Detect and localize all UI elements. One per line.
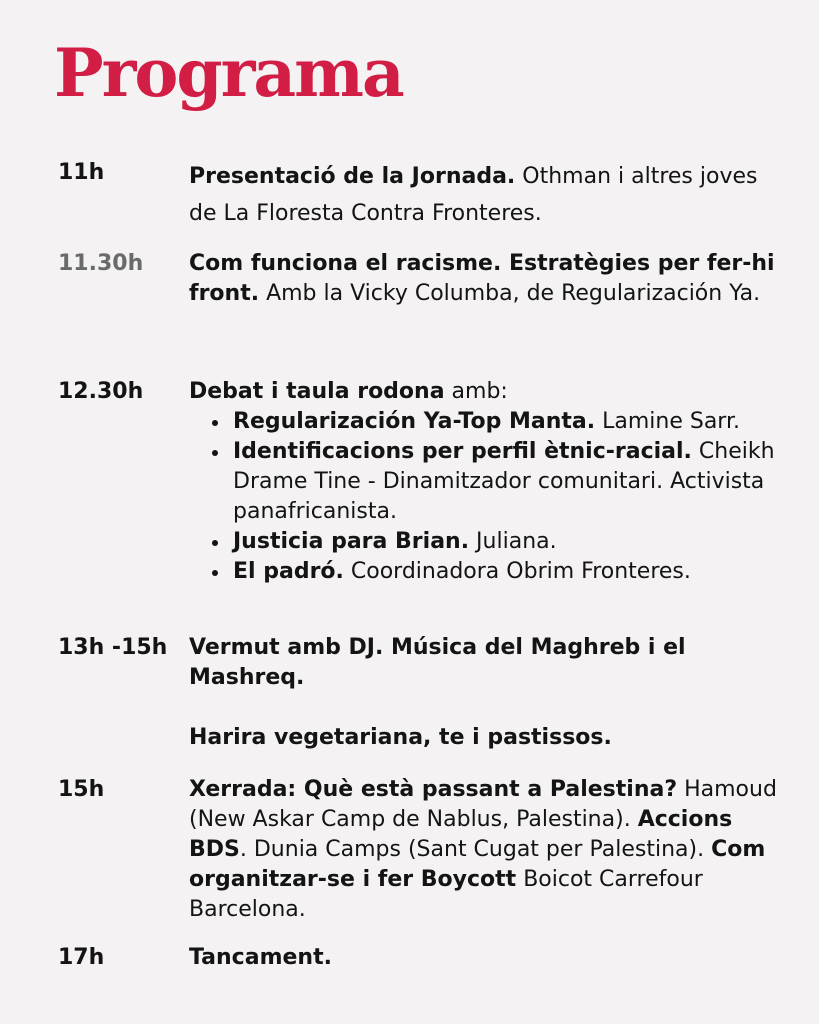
schedule-title-2: Accions BDS	[189, 807, 733, 862]
schedule-title: Tancament.	[189, 945, 332, 970]
topic-item	[233, 557, 779, 587]
schedule-title: Debat i taula rodona	[189, 379, 445, 404]
schedule-title: Presentació de la Jornada.	[189, 164, 516, 189]
schedule-time: 11h	[58, 160, 105, 185]
schedule-time: 17h	[58, 945, 105, 970]
topic-text: Lamine Sarr.	[595, 409, 740, 434]
topic-title: Identificacions per perfil ètnic-racial.	[233, 439, 692, 464]
topic-text: Coordinadora Obrim Fronteres.	[343, 559, 691, 584]
schedule-description	[189, 249, 779, 309]
topic-title: Justicia para Brian.	[233, 529, 470, 554]
topic-item	[233, 407, 779, 437]
schedule-text: Othman i altres joves de La Floresta Contra Fronteres.	[189, 164, 758, 226]
schedule-time: 11.30h	[58, 251, 144, 276]
schedule-text: Amb la Vicky Columba, de Regularización Ya.	[259, 281, 761, 306]
schedule-text-3: Boicot Carrefour Barcelona.	[189, 867, 703, 922]
schedule-title-3: Com organitzar-se i fer Boycott	[189, 837, 766, 892]
schedule-title: Vermut amb DJ. Música del Maghreb i el Mashreq.	[189, 635, 686, 690]
schedule-time: 13h -15h	[58, 635, 168, 660]
schedule-description	[189, 158, 779, 232]
topic-title: El padró.	[233, 559, 344, 584]
schedule-time: 12.30h	[58, 379, 144, 404]
schedule-description	[189, 633, 779, 753]
schedule-title: Com funciona el racisme. Estratègies per fer-hi front.	[189, 251, 775, 306]
topic-title: Regularización Ya-Top Manta.	[233, 409, 596, 434]
schedule-extra: Harira vegetariana, te i pastissos.	[189, 725, 612, 750]
topic-item	[233, 437, 779, 527]
schedule-description	[189, 943, 779, 973]
schedule-text-2: . Dunia Camps (Sant Cugat per Palestina).	[239, 837, 712, 862]
schedule-description	[189, 775, 779, 925]
topic-list	[189, 407, 779, 587]
schedule-time: 15h	[58, 777, 105, 802]
topic-item	[233, 527, 779, 557]
topic-text: Juliana.	[469, 529, 557, 554]
schedule-text: amb:	[444, 379, 508, 404]
topic-text: Cheikh Drame Tine - Dinamitzador comunitari. Activista panafricanista.	[233, 439, 775, 524]
schedule-text: Hamoud (New Askar Camp de Nablus, Palestina).	[189, 777, 777, 832]
page-title: Programa	[54, 34, 403, 112]
schedule-title: Xerrada: Què està passant a Palestina?	[189, 777, 678, 802]
schedule-description	[189, 377, 779, 587]
